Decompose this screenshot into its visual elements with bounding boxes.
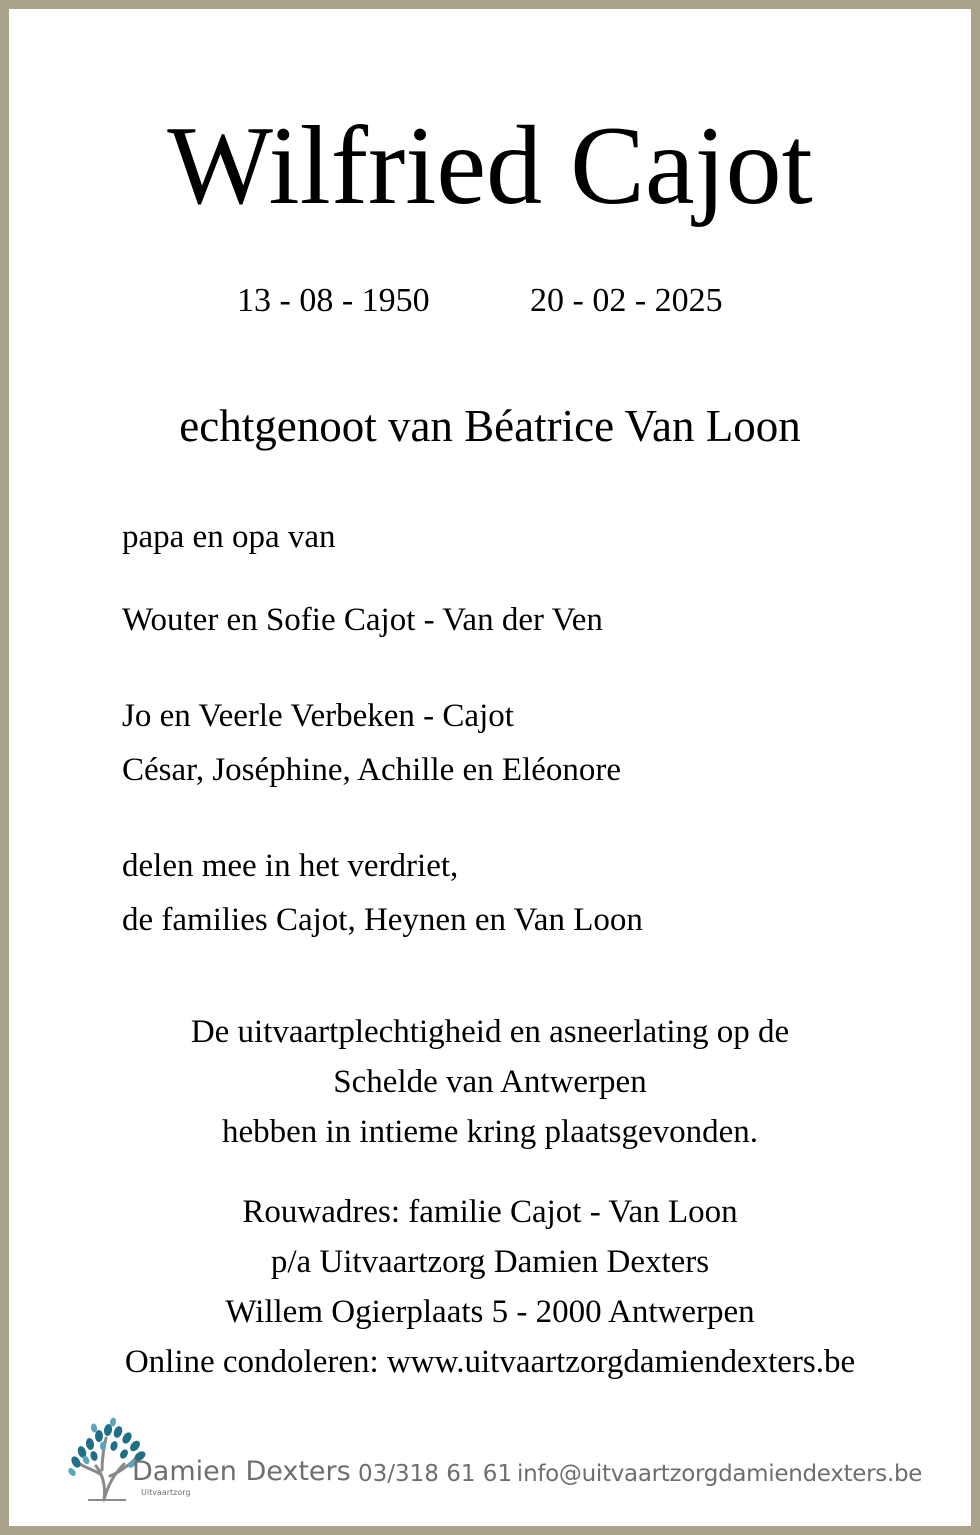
family-child-1: Wouter en Sofie Cajot - Van der Ven xyxy=(122,602,603,638)
deceased-name: Wilfried Cajot xyxy=(167,104,813,228)
email-address: info@uitvaartzorgdamiendexters.be xyxy=(517,1461,923,1487)
birth-date: 13 - 08 - 1950 xyxy=(237,282,430,319)
family-grandchildren: César, Joséphine, Achille en Eléonore xyxy=(122,752,622,788)
ceremony-notice xyxy=(9,1007,971,1157)
brand-subtitle: Uitvaartzorg xyxy=(141,1488,191,1497)
address-line-2: p/a Uitvaartzorg Damien Dexters xyxy=(270,1244,710,1280)
brand-name: Damien Dexters xyxy=(132,1456,351,1487)
family-intro: papa en opa van xyxy=(122,519,336,555)
phone-number: 03/318 61 61 xyxy=(358,1461,513,1487)
ceremony-line-2: Schelde van Antwerpen xyxy=(333,1064,647,1100)
funeral-home-footer xyxy=(66,1414,946,1504)
family-child-2: Jo en Veerle Verbeken - Cajot xyxy=(122,698,514,734)
death-date: 20 - 02 - 2025 xyxy=(530,282,723,319)
address-line-1: Rouwadres: familie Cajot - Van Loon xyxy=(242,1194,738,1230)
address-line-4: Online condoleren: www.uitvaartzorgdamiendexters.be xyxy=(124,1344,856,1380)
mourning-address xyxy=(9,1187,971,1387)
family-sharing: delen mee in het verdriet, xyxy=(122,848,459,884)
ceremony-line-1: De uitvaartplechtigheid en asneerlating op de xyxy=(190,1014,790,1050)
ceremony-line-3: hebben in intieme kring plaatsgevonden. xyxy=(221,1114,759,1150)
family-names: de families Cajot, Heynen en Van Loon xyxy=(122,902,643,938)
address-line-3: Willem Ogierplaats 5 - 2000 Antwerpen xyxy=(225,1294,755,1330)
spouse-line: echtgenoot van Béatrice Van Loon xyxy=(179,401,801,451)
